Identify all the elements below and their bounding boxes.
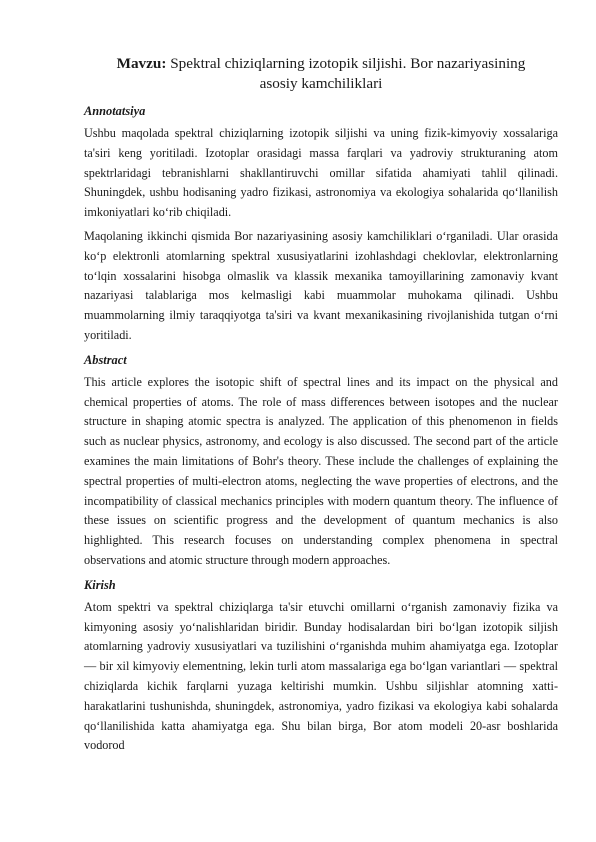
- title-label: Mavzu:: [116, 55, 167, 72]
- section-heading-kirish: Kirish: [84, 577, 116, 592]
- page-title: [84, 54, 558, 94]
- section-heading-abstract: Abstract: [84, 352, 127, 367]
- annotatsiya-paragraph-2: Maqolaning ikkinchi qismida Bor nazariyasining asosiy kamchiliklari o‘rganiladi. Ular orasida ko‘p elektronli atomlarning spektral xususiyatlarini izohlashdagi cheklovlar, elektronlarning to‘lqin xossalarini hisobga olmaslik va klassik mexanika tamoyillarining zamonaviy kvant nazariyasi talablariga mos kelmasligi kabi muammolar muhokama qilinadi. Ushbu muammolarning ilmiy taraqqiyotga ta'siri va kvant mexanikasining rivojlanishida tutgan o‘rni yoritiladi.: [84, 228, 558, 342]
- title-text: Spektral chiziqlarning izotopik siljishi. Bor nazariyasining asosiy kamchiliklari: [170, 55, 526, 92]
- annotatsiya-paragraph-1: Ushbu maqolada spektral chiziqlarning izotopik siljishi va uning fizik-kimyoviy xossalariga ta'siri keng yoritiladi. Izotoplar orasidagi massa farqlari va yadroviy strukturaning atom spektrlaridagi tebranishlarni shakllantiruvchi omillar sifatida ahamiyati tahlil qilinadi. Shuningdek, ushbu hodisaning yadro fizikasi, astronomiya va ekologiya sohalarida qo‘llanilish imkoniyatlari ko‘rib chiqiladi.: [84, 126, 558, 220]
- section-heading-annotatsiya: Annotatsiya: [84, 104, 146, 118]
- kirish-paragraph: Atom spektri va spektral chiziqlarga ta'sir etuvchi omillarni o‘rganish zamonaviy fizika va kimyoning asosiy yo‘nalishlaridan biridir. Bunday hodisalardan biri bo‘lgan izotopik siljish atomlarning yadroviy xususiyatlari va tuzilishini o‘rganishda muhim ahamiyatga ega. Izotoplar — bir xil kimyoviy elementning, lekin turli atom massalariga ega bo‘lgan variantlari — spektral chiziqlarda kichik farqlarni yuzaga keltirishi mumkin. Ushbu siljishlar atomning xatti-harakatlarini tushunishda, shuningdek, astronomiya, yadro fizikasi va ekologiya kabi sohalarda qo‘llanilishida katta ahamiyatga ega. Shu bilan birga, Bor atom modeli 20-asr boshlarida vodorod: [84, 599, 558, 753]
- abstract-paragraph: This article explores the isotopic shift of spectral lines and its impact on the physical and chemical properties of atoms. The role of mass differences between isotopes and the nuclear structure in shaping atomic spectra is analyzed. The application of this phenomenon in fields such as nuclear physics, astronomy, and ecology is also discussed. The second part of the article examines the main limitations of Bohr's theory. These include the challenges of explaining the spectral properties of multi-electron atoms, neglecting the wave properties of electrons, and the incompatibility of classical mechanics principles with modern quantum theory. The influence of these issues on scientific progress and the development of quantum mechanics is also highlighted. This research focuses on understanding complex phenomena in spectral observations and atomic structure through modern approaches.: [84, 374, 558, 567]
- document-page: [84, 54, 558, 760]
